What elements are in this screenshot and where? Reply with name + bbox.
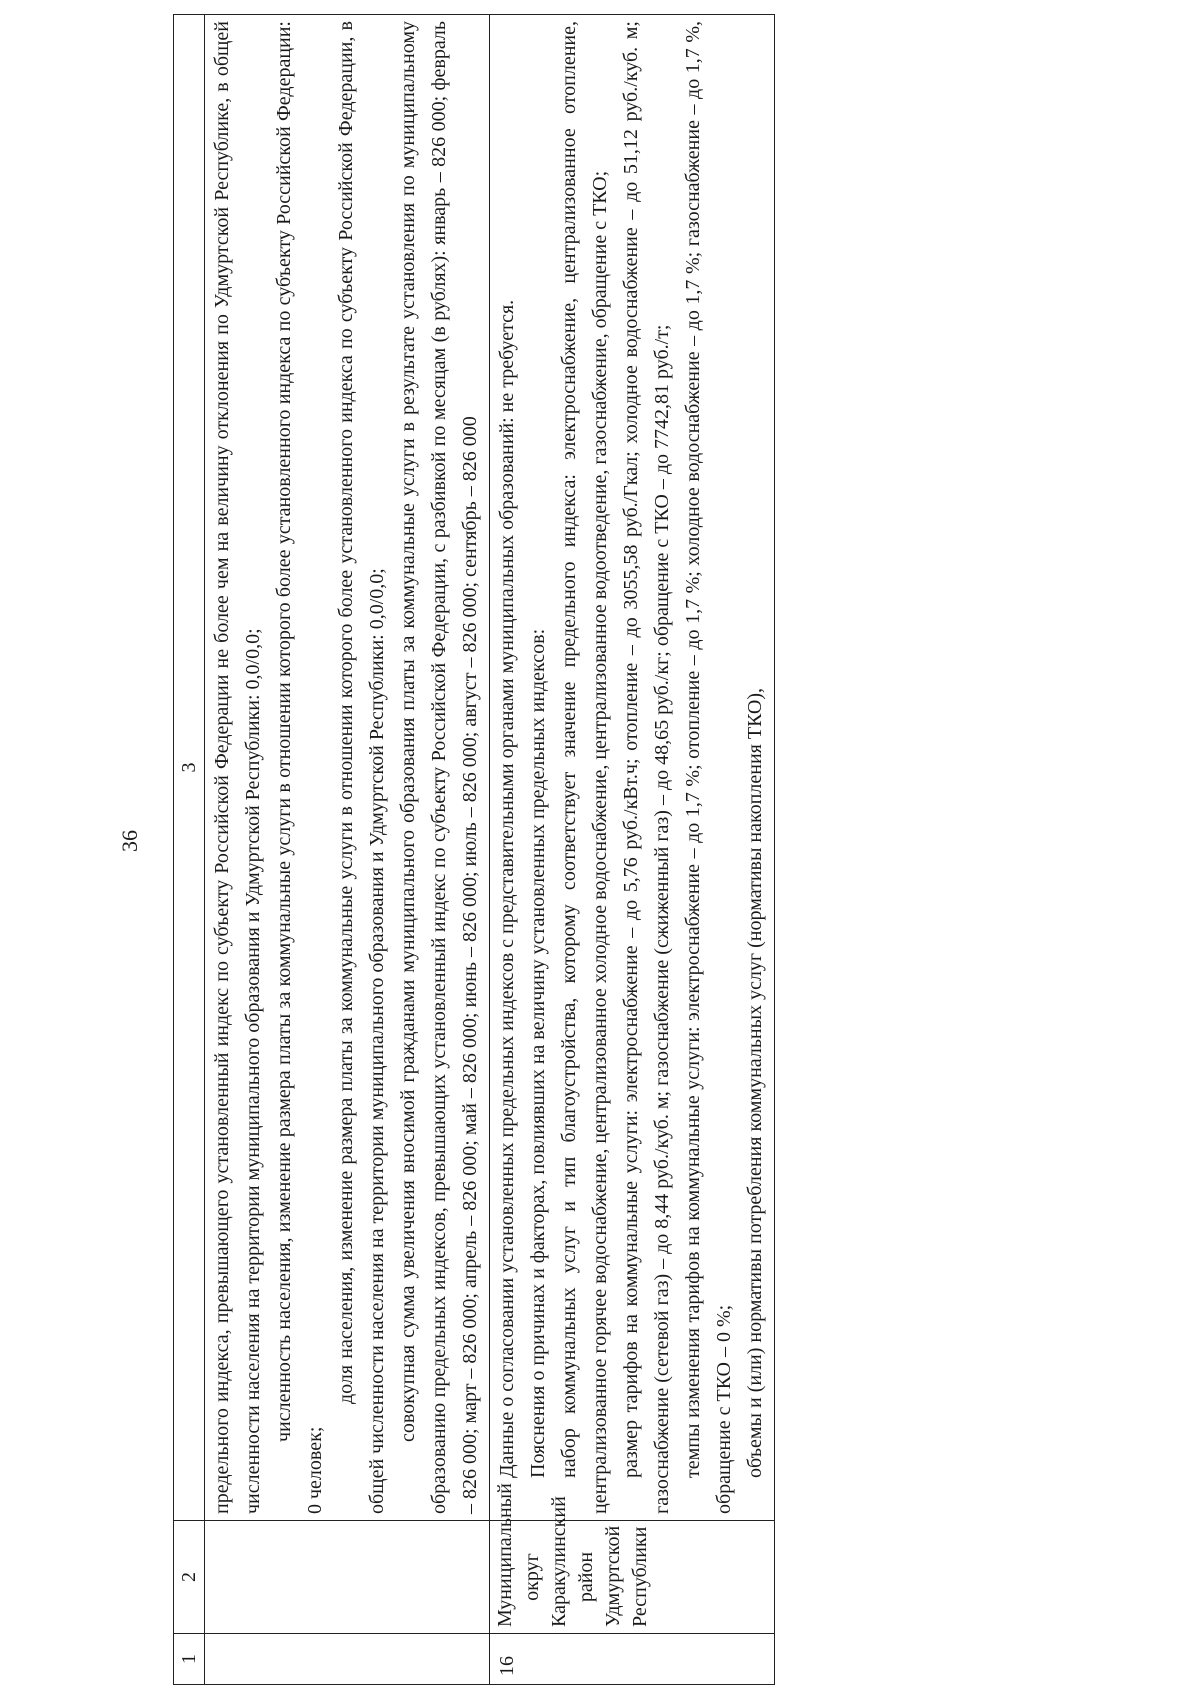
- paragraph: Данные о согласовании установленных предельных индексов с представительными органами муниципальных образований: не требуется.: [496, 299, 518, 1478]
- paragraph: объемы и (или) нормативы потребления коммунальных услуг (нормативы накопления ТКО),: [744, 687, 766, 1478]
- description-cell: [205, 15, 490, 1521]
- paragraph: набор коммунальных услуг и тип благоустройства, которому соответствует значение предельного индекса: электроснабжение, централизованное отопление, централизованное горячее водоснабжение, централизованное холодное водоснабжение, централизованное водоотведение, газоснабжение, обращение с ТКО;: [558, 21, 611, 1514]
- paragraph: предельного индекса, превышающего установленный индекс по субъекту Российской Федерации не более чем на величину отклонения по Удмуртской Республике, в общей численности населения на территории муниципального образования и Удмуртской Республики: 0,0/0,0;: [211, 21, 264, 1514]
- paragraph: размер тарифов на коммунальные услуги: электроснабжение – до 5,76 руб./кВт.ч; отопление – до 3055,58 руб./Гкал; холодное водоснабжение – до 51,12 руб./куб. м; газоснабжение (сетевой газ) – до 8,44 руб./куб. м; газоснабжение (сжиженный газ) – до 48,65 руб./кг; обращение с ТКО – до 7742,81 руб./т;: [620, 21, 673, 1514]
- municipality-cell: [205, 1521, 490, 1634]
- paragraph: численность населения, изменение размера платы за коммунальные услуги в отношении которого более установленного индекса по субъекту Российской Федерации: 0 человек;: [273, 21, 326, 1514]
- document-table: [173, 14, 775, 1685]
- row-number-cell: [205, 1634, 490, 1685]
- table-row: [205, 15, 490, 1685]
- paragraph: Пояснения о причинах и факторах, повлиявших на величину установленных предельных индексов:: [527, 628, 549, 1478]
- description-cell: [490, 15, 775, 1521]
- header-col-3: 3: [174, 15, 205, 1521]
- landscape-page: [173, 0, 1128, 1685]
- page-number: 36: [117, 830, 142, 852]
- table-row: [490, 15, 775, 1685]
- header-col-2: 2: [174, 1521, 205, 1634]
- paragraph: совокупная сумма увеличения вносимой гражданами муниципального образования платы за коммунальные услуги в результате установления по муниципальному образованию предельных индексов, превышающих установленный индекс по субъекту Российской Федерации, с разбивкой по месяцам (в рублях): январь – 826 000; февраль – 826 000; март – 826 000; апрель – 826 000; май – 826 000; июнь – 826 000; июль – 826 000; август – 826 000; сентябрь – 826 000: [397, 21, 481, 1514]
- row-number-cell: 16: [490, 1634, 775, 1685]
- paragraph: доля населения, изменение размера платы за коммунальные услуги в отношении которого более установленного индекса по субъекту Российской Федерации, в общей численности населения на территории муниципального образования и Удмуртской Республики: 0,0/0,0;: [335, 21, 388, 1514]
- header-col-1: 1: [174, 1634, 205, 1685]
- paragraph: темпы изменения тарифов на коммунальные услуги: электроснабжение – до 1,7 %; отопление – до 1,7 %; холодное водоснабжение – до 1,7 %; газоснабжение – до 1,7 %, обращение с ТКО – 0 %;: [682, 21, 735, 1514]
- municipality-cell: Муниципальный округ Каракулинский район Удмуртской Республики: [490, 1521, 775, 1634]
- table-header-row: [174, 15, 205, 1685]
